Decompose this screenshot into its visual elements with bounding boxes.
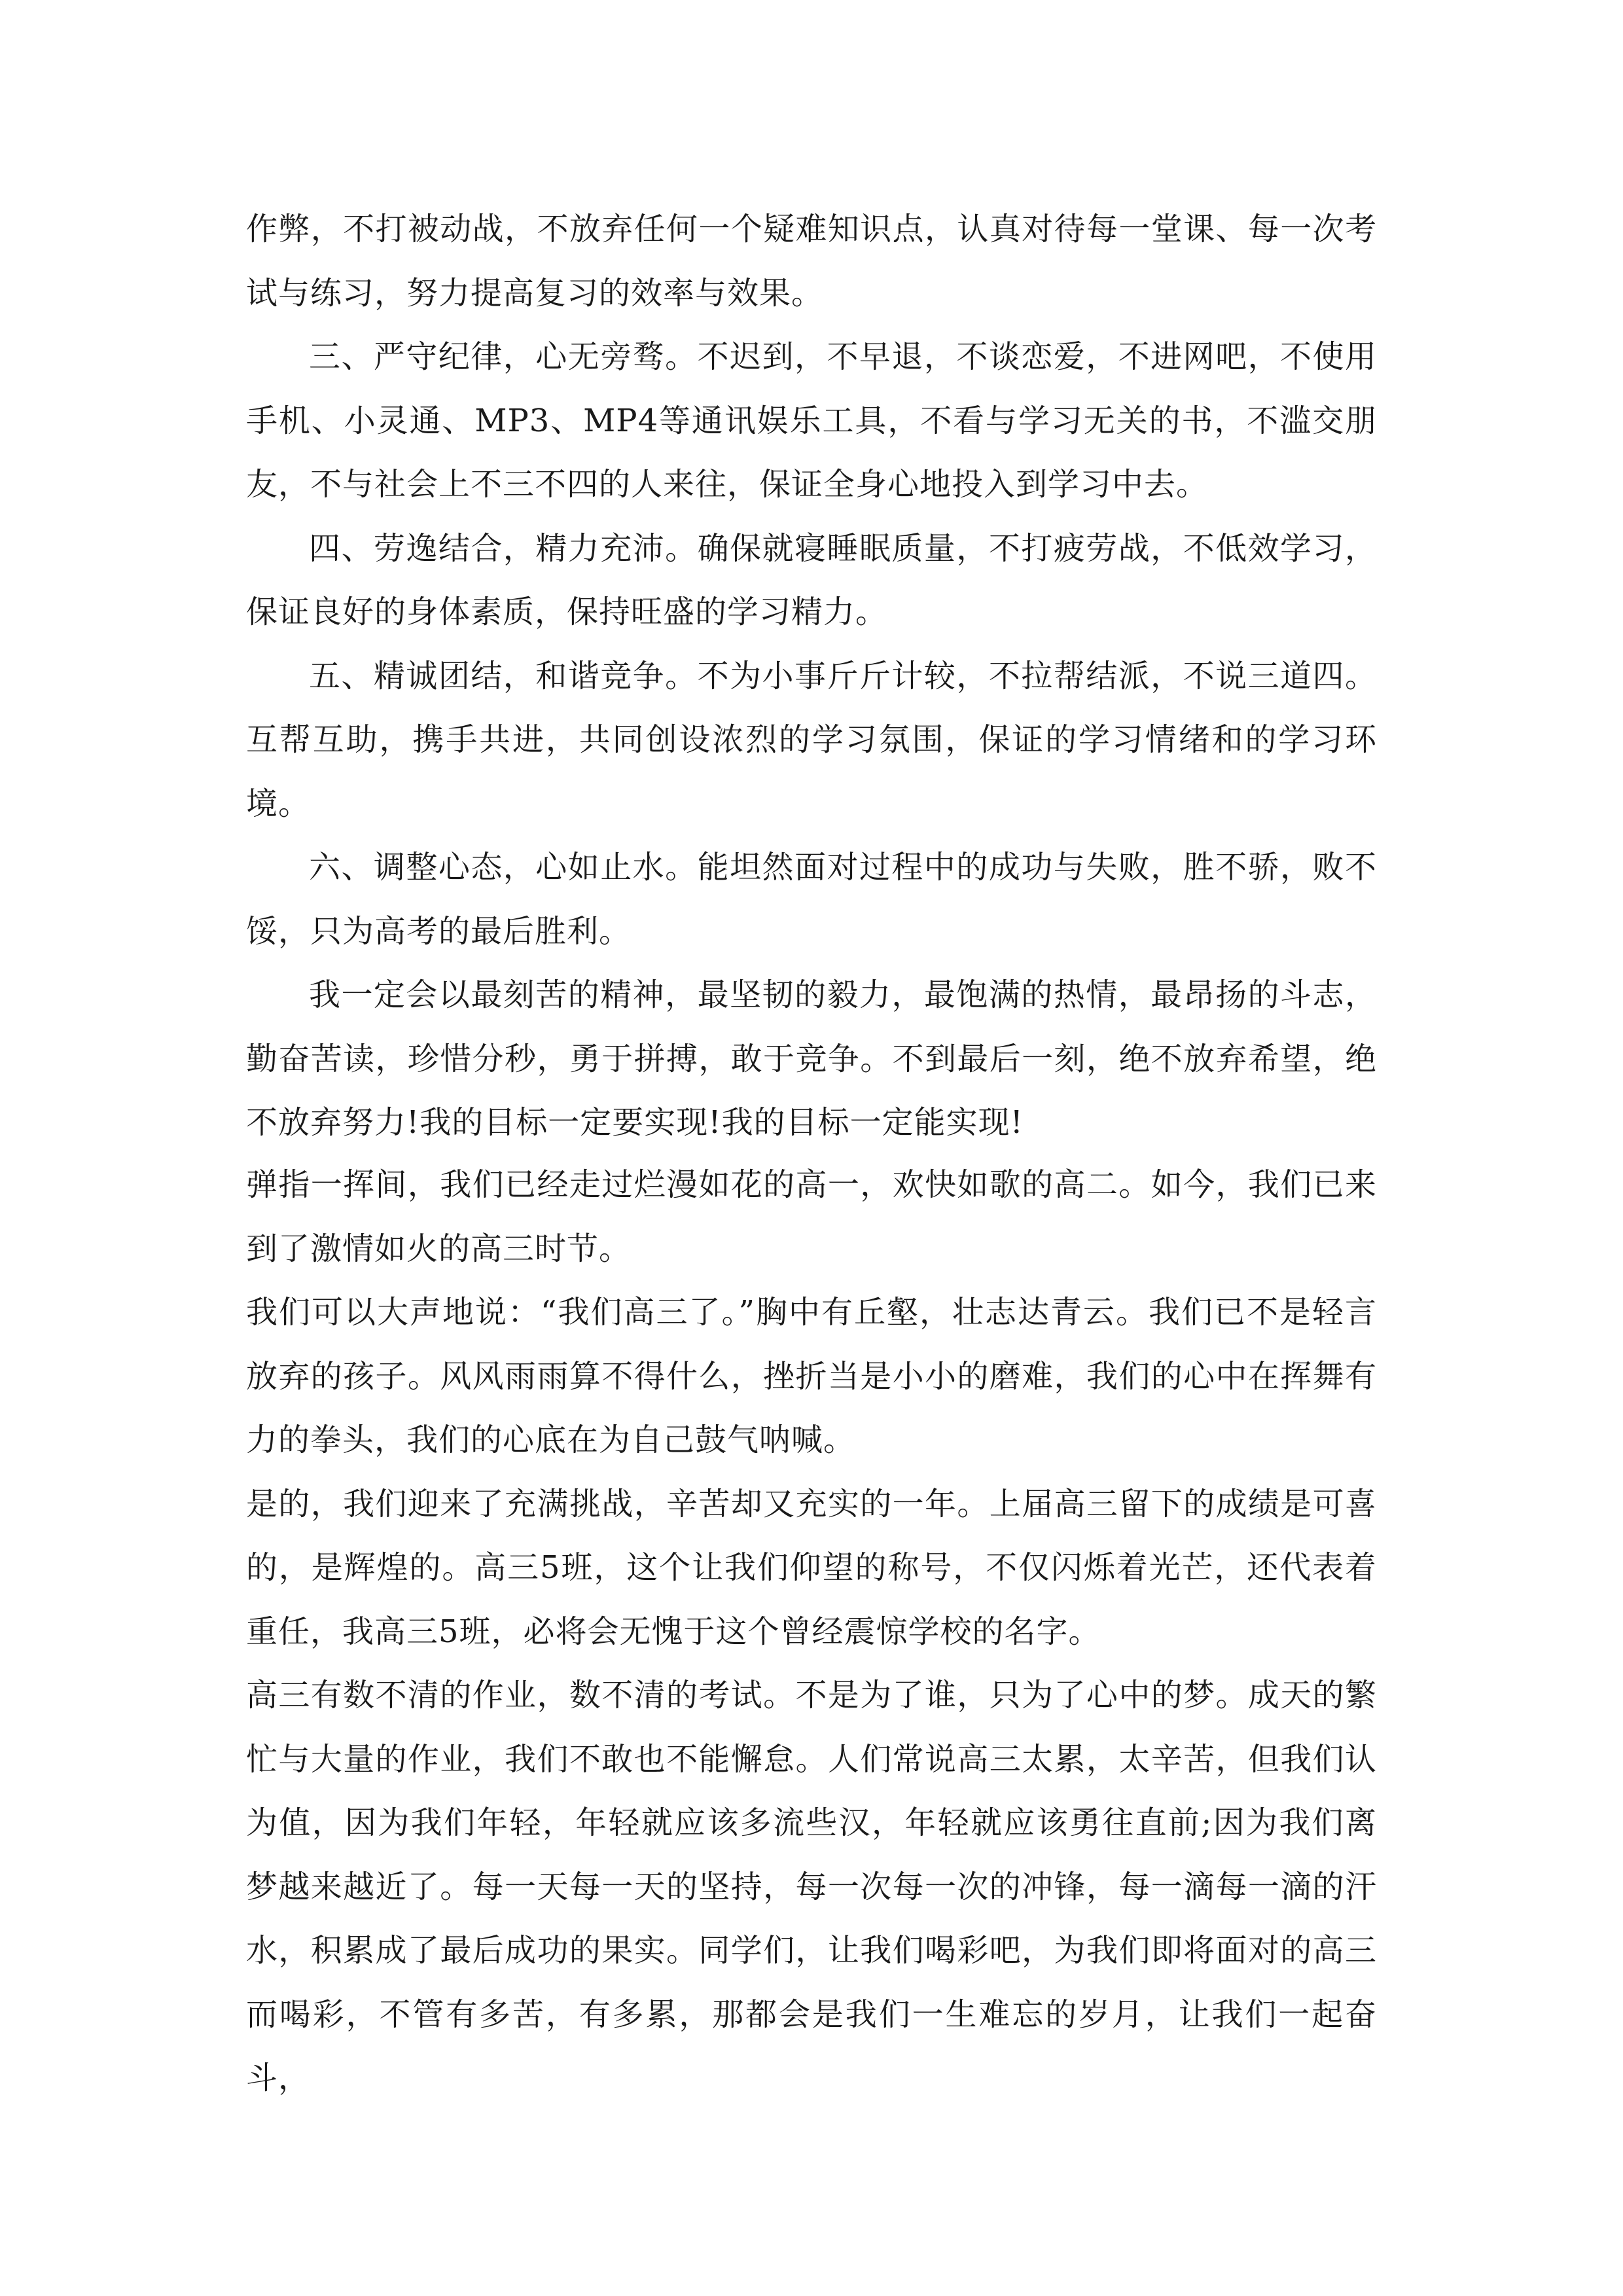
paragraph-hard-work: 高三有数不清的作业，数不清的考试。不是为了谁，只为了心中的梦。成天的繁忙与大量的作业，我们不敢也不能懈怠。人们常说高三太累，太辛苦，但我们认为值，因为我们年轻，年轻就应该多流些汉，年轻就应该勇往直前;因为我们离梦越来越近了。每一天每一天的坚持，每一次每一次的冲锋，每一滴每一滴的汗水，积累成了最后成功的果实。同学们，让我们喝彩吧，为我们即将面对的高三而喝彩，不管有多苦，有多累，那都会是我们一生难忘的岁月，让我们一起奋斗， <box>246 1677 1377 2096</box>
speech-section <box>246 1153 1377 2111</box>
paragraph-continued-study-habits: 作弊，不打被动战，不放弃任何一个疑难知识点，认真对待每一堂课、每一次考试与练习，努力提高复习的效率与效果。 <box>246 211 1377 312</box>
paragraph-we-are-seniors: 我们可以大声地说：“我们高三了。”胸中有丘壑，壮志达青云。我们已不是轻言放弃的孩子。风风雨雨算不得什么，挫折当是小小的磨难，我们的心中在挥舞有力的拳头，我们的心底在为自己鼓气呐喊。 <box>246 1294 1377 1458</box>
paragraph-class-five: 是的，我们迎来了充满挑战，辛苦却又充实的一年。上届高三留下的成绩是可喜的，是辉煌的。高三5班，这个让我们仰望的称号，不仅闪烁着光芒，还代表着重任，我高三5班，必将会无愧于这个曾经震惊学校的名字。 <box>246 1485 1377 1650</box>
pledge-section <box>246 198 1377 1155</box>
paragraph-rest-balance: 四、劳逸结合，精力充沛。确保就寝睡眠质量，不打疲劳战，不低效学习，保证良好的身体素质，保持旺盛的学习精力。 <box>246 529 1377 630</box>
paragraph-discipline: 三、严守纪律，心无旁骛。不迟到，不早退，不谈恋爱，不进网吧，不使用手机、小灵通、MP3、MP4等通讯娱乐工具，不看与学习无关的书，不滥交朋友，不与社会上不三不四的人来往，保证全身心地投入到学习中去。 <box>246 338 1377 503</box>
paragraph-mindset: 六、调整心态，心如止水。能坦然面对过程中的成功与失败，胜不骄，败不馁，只为高考的最后胜利。 <box>246 849 1377 950</box>
paragraph-intro: 弹指一挥间，我们已经走过烂漫如花的高一，欢快如歌的高二。如今，我们已来到了激情如火的高三时节。 <box>246 1166 1377 1267</box>
paragraph-unity: 五、精诚团结，和谐竞争。不为小事斤斤计较，不拉帮结派，不说三道四。互帮互助，携手共进，共同创设浓烈的学习氛围，保证的学习情绪和的学习环境。 <box>246 657 1377 822</box>
paragraph-closing-pledge: 我一定会以最刻苦的精神，最坚韧的毅力，最饱满的热情，最昂扬的斗志，勤奋苦读，珍惜分秒，勇于拼搏，敢于竞争。不到最后一刻，绝不放弃希望，绝不放弃努力!我的目标一定要实现!我的目标一定能实现! <box>246 977 1377 1141</box>
